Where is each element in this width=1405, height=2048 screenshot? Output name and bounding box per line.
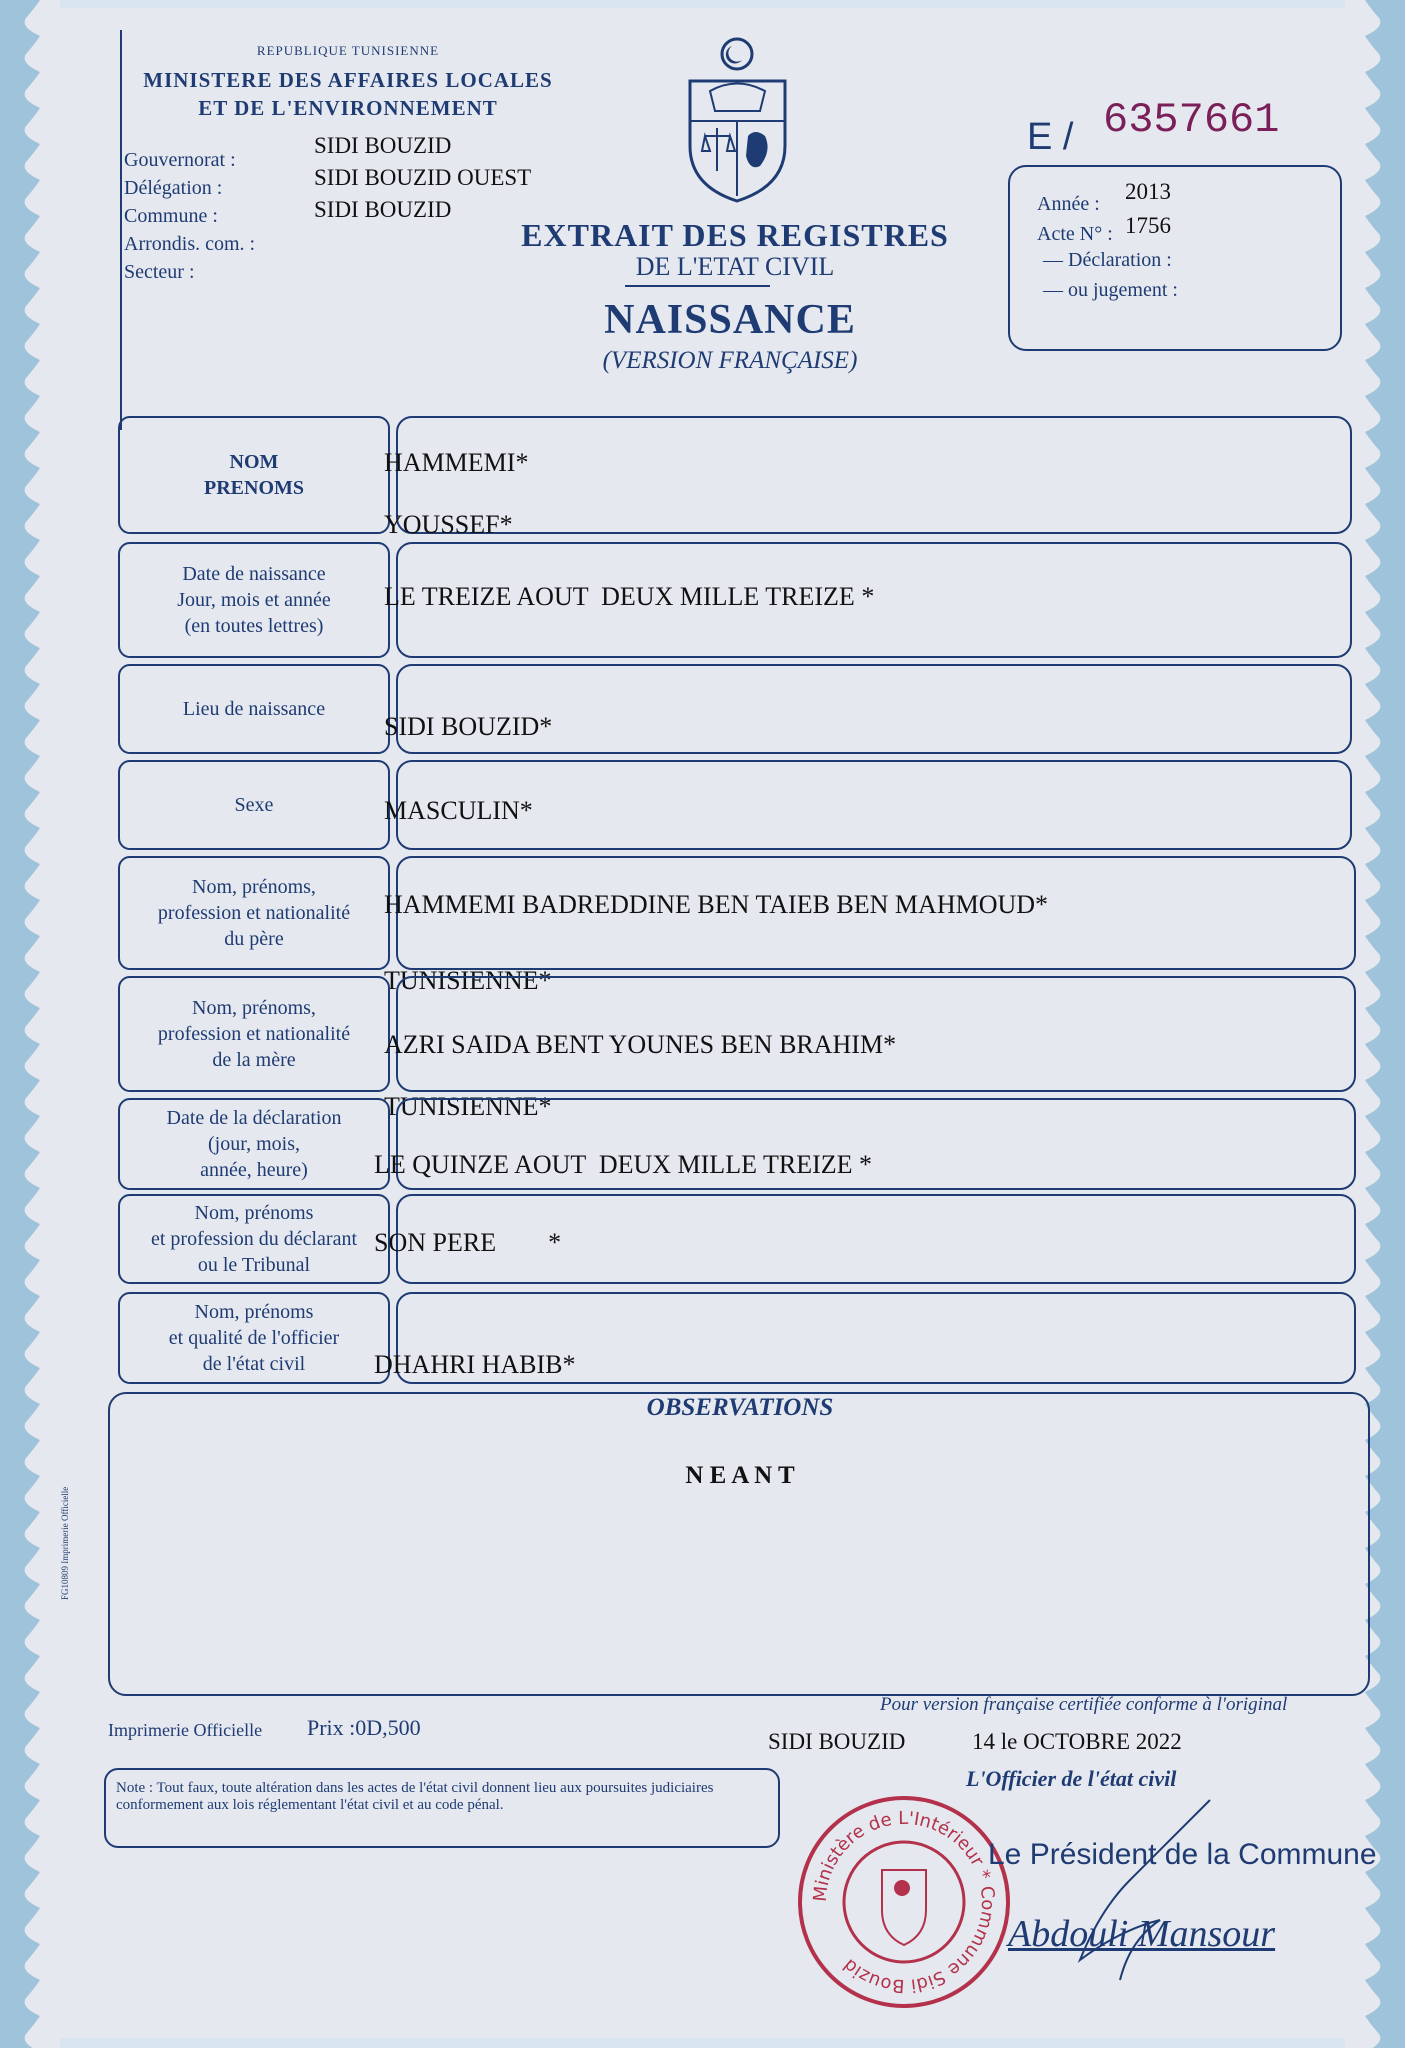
admin-label-secteur: Secteur : [124,261,195,283]
row-label-6: Date de la déclaration (jour, mois, année, heure) [118,1098,390,1190]
serial-prefix: E / [1027,116,1074,158]
row-value-0-line-2: YOUSSEF* [384,510,513,539]
document-type: NAISSANCE [604,297,856,343]
row-value-2: SIDI BOUZID* [384,712,553,741]
observations-title: OBSERVATIONS [646,1394,834,1421]
row-value-4: HAMMEMI BADREDDINE BEN TAIEB BEN MAHMOUD* [384,890,1049,919]
republic-label: REPUBLIQUE TUNISIENNE [256,43,440,58]
ministry-line-2: ET DE L'ENVIRONNEMENT [198,96,498,120]
legal-note: Note : Tout faux, toute altération dans les actes de l'état civil donnent lieu aux poursuites judiciaires conformement aux lois réglementant l'état civil et au code pénal. [104,1768,780,1848]
row-value-8: DHAHRI HABIB* [374,1350,576,1379]
row-label-4: Nom, prénoms, profession et nationalité du père [118,856,390,970]
annee-value: 2013 [1125,179,1171,204]
declaration-label: — Déclaration : [1043,249,1172,271]
signature-scribble [1040,1790,1240,1990]
row-value-7: SON PERE * [374,1228,562,1257]
issue-place: SIDI BOUZID [768,1729,906,1754]
admin-value-commune: SIDI BOUZID [314,197,452,222]
official-stamp [798,1796,1010,2008]
admin-values [314,130,531,226]
svg-text:Ministère de L'Intérieur * Com [810,1808,998,1996]
serial-number: 6357661 [1103,96,1280,144]
admin-fields [124,146,255,286]
row-value-5-line-2: TUNISIENNE* [384,1092,552,1121]
row-label-7: Nom, prénoms et profession du déclarant ou le Tribunal [118,1194,390,1284]
document-subtitle: DE L'ETAT CIVIL [635,252,835,281]
document-title: EXTRAIT DES REGISTRES [521,217,949,253]
acte-value: 1756 [1125,213,1171,238]
title-underline [625,285,770,287]
row-label-3: Sexe [118,760,390,850]
ministry-heading [118,66,578,122]
admin-value-gouvernorat: SIDI BOUZID [314,133,452,158]
row-value-box-3 [396,760,1352,850]
row-label-0: NOM PRENOMS [118,416,390,534]
admin-label-arrondissement: Arrondis. com. : [124,233,256,255]
stamp-ring-text: Ministère de L'Intérieur * Commune Sidi Bouzid [809,1807,999,1997]
row-value-4-line-2: TUNISIENNE* [384,966,552,995]
row-label-8: Nom, prénoms et qualité de l'officier de l'état civil [118,1292,390,1384]
ministry-line-1: MINISTERE DES AFFAIRES LOCALES [143,68,553,92]
admin-label-commune: Commune : [124,205,218,227]
acte-label: Acte N° : [1037,223,1113,245]
annee-label: Année : [1037,193,1100,215]
row-label-1: Date de naissance Jour, mois et année (en toutes lettres) [118,542,390,658]
coat-of-arms-emblem [680,36,795,204]
imprimerie-label: Imprimerie Officielle [108,1720,263,1740]
price-label: Prix :0D,500 [307,1715,421,1740]
row-value-6: LE QUINZE AOUT DEUX MILLE TREIZE * [374,1150,873,1179]
certified-statement: Pour version française certifiée conforme à l'original [880,1694,1288,1715]
jugement-label: — ou jugement : [1043,279,1178,301]
admin-label-delegation: Délégation : [124,177,223,199]
issue-date: 14 le OCTOBRE 2022 [972,1729,1182,1754]
row-label-5: Nom, prénoms, profession et nationalité de la mère [118,976,390,1092]
row-label-2: Lieu de naissance [118,664,390,754]
signatory-name: Abdouli Mansour [1008,1913,1276,1955]
stamp-ring-graphic [802,1800,1006,2004]
row-value-5: AZRI SAIDA BENT YOUNES BEN BRAHIM* [384,1030,897,1059]
header-rule [120,30,122,430]
president-title: Le Président de la Commune [988,1838,1377,1871]
document-version: (VERSION FRANÇAISE) [602,347,858,374]
row-value-box-0 [396,416,1352,534]
admin-label-gouvernorat: Gouvernorat : [124,149,236,171]
observations-box [108,1392,1370,1696]
side-print-code: FG10809 Imprimerie Officielle [60,1486,70,1600]
row-value-0: HAMMEMI* [384,448,529,477]
officer-title: L'Officier de l'état civil [966,1766,1177,1791]
observations-value: N E A N T [685,1462,795,1489]
row-value-3: MASCULIN* [384,796,533,825]
row-value-1: LE TREIZE AOUT DEUX MILLE TREIZE * [384,582,875,611]
admin-value-delegation: SIDI BOUZID OUEST [314,165,532,190]
